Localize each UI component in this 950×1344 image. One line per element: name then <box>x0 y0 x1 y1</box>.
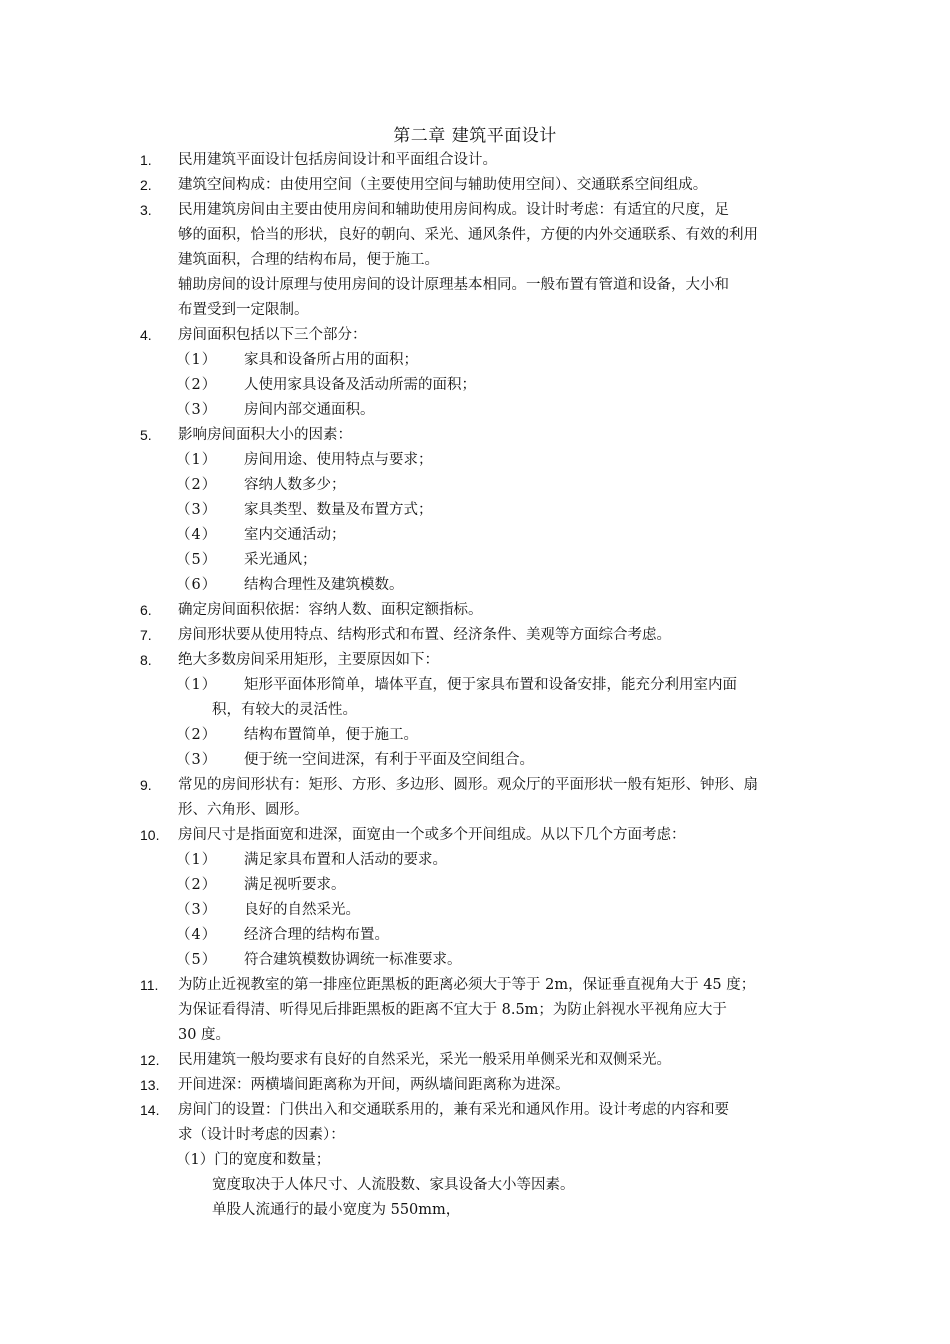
item-text: 民用建筑一般均要求有良好的自然采光，采光一般采用单侧采光和双侧采光。 <box>178 1052 671 1068</box>
sub-item-text: 家具和设备所占用的面积； <box>244 352 418 368</box>
item-text: 绝大多数房间采用矩形，主要原因如下： <box>178 652 439 668</box>
sub-item-label: （5） <box>176 952 218 968</box>
chapter-title: 第二章 建筑平面设计 <box>393 126 557 146</box>
list-item <box>140 648 820 773</box>
sub-item-label: （3） <box>176 902 218 918</box>
sub-item-continuation: 积，有较大的灵活性。 <box>212 702 357 718</box>
item-number: 9. <box>140 777 152 793</box>
sub-item <box>140 448 820 473</box>
sub-item-text: 容纳人数多少； <box>244 477 346 493</box>
sub-item-label: （2） <box>176 377 218 393</box>
item-line: 房间门的设置：门供出入和交通联系用的，兼有采光和通风作用。设计考虑的内容和要 <box>178 1102 729 1118</box>
sub-item <box>140 673 820 698</box>
list-item <box>140 1048 820 1073</box>
item-line: 辅助房间的设计原理与使用房间的设计原理基本相同。一般布置有管道和设备，大小和 <box>178 277 729 293</box>
list-item <box>140 173 820 198</box>
item-number: 7. <box>140 627 152 643</box>
sub-item <box>140 748 820 773</box>
sub-item-label: （6） <box>176 577 218 593</box>
sub-item-label: （3） <box>176 402 218 418</box>
item-line: 常见的房间形状有：矩形、方形、多边形、圆形。观众厅的平面形状一般有矩形、钟形、扇 <box>178 777 758 793</box>
sub-item-text: 房间用途、使用特点与要求； <box>244 452 433 468</box>
sub-item-text: 室内交通活动； <box>244 527 346 543</box>
sub-item-text: 房间内部交通面积。 <box>244 402 375 418</box>
door-detail-line: 单股人流通行的最小宽度为 550mm， <box>212 1202 461 1218</box>
item-number: 10. <box>140 827 160 843</box>
sub-item <box>140 398 820 423</box>
item-line: 够的面积，恰当的形状，良好的朝向、采光、通风条件，方便的内外交通联系、有效的利用 <box>178 227 758 243</box>
sub-item-label: （1） <box>176 677 218 693</box>
sub-item <box>140 548 820 573</box>
item-number: 8. <box>140 652 152 668</box>
sub-item <box>140 723 820 748</box>
sub-item-label: （1） <box>176 452 218 468</box>
list-item <box>140 623 820 648</box>
item-line: 民用建筑房间由主要由使用房间和辅助使用房间构成。设计时考虑：有适宜的尺度，足 <box>178 202 729 218</box>
sub-item <box>140 373 820 398</box>
sub-item-text: 经济合理的结构布置。 <box>244 927 389 943</box>
list-item <box>140 598 820 623</box>
item-line: 求（设计时考虑的因素）： <box>178 1127 345 1143</box>
sub-item-label: （2） <box>176 727 218 743</box>
item-number: 12. <box>140 1052 160 1068</box>
sub-item-label: （5） <box>176 552 218 568</box>
sub-item <box>140 873 820 898</box>
item-number: 6. <box>140 602 152 618</box>
list-item <box>140 323 820 423</box>
item-number: 4. <box>140 327 152 343</box>
sub-item <box>140 848 820 873</box>
sub-item-label: （4） <box>176 927 218 943</box>
sub-item-text: 满足视听要求。 <box>244 877 346 893</box>
sub-item-label: （2） <box>176 477 218 493</box>
sub-item <box>140 348 820 373</box>
item-number: 13. <box>140 1077 160 1093</box>
item-line: 建筑面积，合理的结构布局，便于施工。 <box>178 252 439 268</box>
sub-item <box>140 473 820 498</box>
list-item <box>140 1098 820 1223</box>
sub-item-label: （1） <box>176 852 218 868</box>
list-item <box>140 1073 820 1098</box>
sub-item <box>140 498 820 523</box>
sub-item <box>140 898 820 923</box>
item-line: 为防止近视教室的第一排座位距黑板的距离必须大于等于 2m，保证垂直视角大于 45 度； <box>178 977 756 993</box>
sub-item <box>140 523 820 548</box>
sub-item <box>140 923 820 948</box>
item-number: 14. <box>140 1102 160 1118</box>
sub-item-text: 采光通风； <box>244 552 317 568</box>
item-text: 开间进深：两横墙间距离称为开间，两纵墙间距离称为进深。 <box>178 1077 570 1093</box>
item-text: 房间形状要从使用特点、结构形式和布置、经济条件、美观等方面综合考虑。 <box>178 627 671 643</box>
door-detail-line: 宽度取决于人体尺寸、人流股数、家具设备大小等因素。 <box>212 1177 575 1193</box>
item-text: 确定房间面积依据：容纳人数、面积定额指标。 <box>178 602 483 618</box>
item-line: 30 度。 <box>178 1027 231 1043</box>
item-number: 2. <box>140 177 152 193</box>
sub-item-text: 便于统一空间进深，有利于平面及空间组合。 <box>244 752 534 768</box>
list-item <box>140 773 820 823</box>
item-line: 布置受到一定限制。 <box>178 302 309 318</box>
item-line: 为保证看得清、听得见后排距黑板的距离不宜大于 8.5m；为防止斜视水平视角应大于 <box>178 1002 727 1018</box>
list-item <box>140 423 820 598</box>
list-item <box>140 973 820 1048</box>
sub-item-text: 矩形平面体形简单，墙体平直，便于家具布置和设备安排，能充分利用室内面 <box>244 677 737 693</box>
item-number: 5. <box>140 427 152 443</box>
item-line: 形、六角形、圆形。 <box>178 802 309 818</box>
list-item <box>140 823 820 973</box>
item-number: 11. <box>140 977 159 993</box>
sub-item <box>140 948 820 973</box>
sub-item-label: （3） <box>176 752 218 768</box>
sub-item-text: 结构布置简单，便于施工。 <box>244 727 418 743</box>
sub-item-label: （1） <box>176 352 218 368</box>
door-subheading: （1）门的宽度和数量； <box>176 1152 331 1168</box>
sub-item-label: （4） <box>176 527 218 543</box>
list-item <box>140 148 820 173</box>
sub-item-text: 人使用家具设备及活动所需的面积； <box>244 377 476 393</box>
sub-item-label: （2） <box>176 877 218 893</box>
item-text: 建筑空间构成：由使用空间（主要使用空间与辅助使用空间）、交通联系空间组成。 <box>178 177 708 193</box>
document-body <box>140 148 820 1223</box>
sub-item-text: 家具类型、数量及布置方式； <box>244 502 433 518</box>
sub-item-text: 满足家具布置和人活动的要求。 <box>244 852 447 868</box>
item-text: 房间尺寸是指面宽和进深，面宽由一个或多个开间组成。从以下几个方面考虑： <box>178 827 686 843</box>
item-number: 1. <box>140 152 152 168</box>
sub-item-label: （3） <box>176 502 218 518</box>
sub-item-text: 符合建筑模数协调统一标准要求。 <box>244 952 462 968</box>
sub-item-text: 良好的自然采光。 <box>244 902 360 918</box>
sub-item <box>140 573 820 598</box>
item-number: 3. <box>140 202 152 218</box>
sub-item-text: 结构合理性及建筑模数。 <box>244 577 404 593</box>
item-text: 房间面积包括以下三个部分： <box>178 327 367 343</box>
item-text: 民用建筑平面设计包括房间设计和平面组合设计。 <box>178 152 497 168</box>
list-item <box>140 198 820 323</box>
item-text: 影响房间面积大小的因素： <box>178 427 352 443</box>
